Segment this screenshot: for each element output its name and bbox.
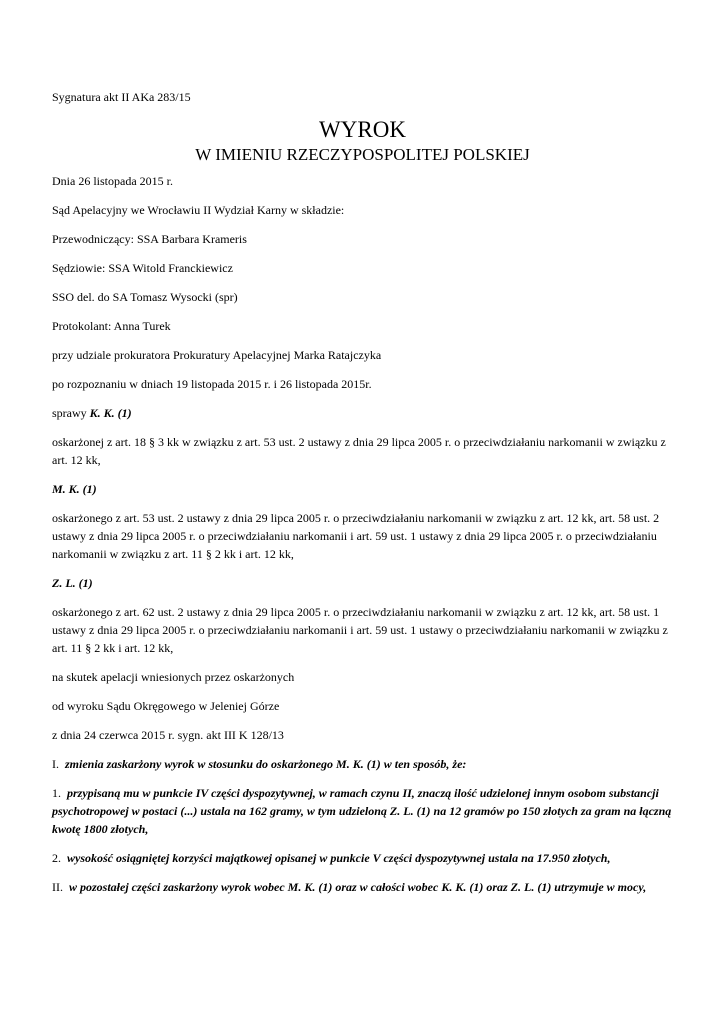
court-name: Sąd Apelacyjny we Wrocławiu II Wydział Karny w składzie: [52,203,345,217]
hearing-dates: po rozpoznaniu w dniach 19 listopada 2015 r. i 26 listopada 2015r. [52,377,372,391]
document-subtitle: W IMIENIU RZECZYPOSPOLITEJ POLSKIEJ [195,145,530,164]
subpoint-1-number: 1. [52,786,61,800]
document-title: WYROK [319,117,406,142]
defendant-2-name: M. K. (1) [52,482,97,496]
court-clerk: Protokolant: Anna Turek [52,319,171,333]
ruling-point-1 [52,755,673,773]
case-signature: Sygnatura akt II AKa 283/15 [52,90,191,104]
point-2-text: w pozostałej części zaskarżony wyrok wobec M. K. (1) oraz w całości wobec K. K. (1) oraz Z. L. (1) utrzymuje w mocy, [69,880,647,894]
prosecutor: przy udziale prokuratora Prokuratury Apelacyjnej Marka Ratajczyka [52,348,382,362]
defendant-3-name: Z. L. (1) [52,576,93,590]
point-2-number: II. [52,880,63,894]
appeal-note: na skutek apelacji wniesionych przez oskarżonych [52,670,295,684]
point-1-text: zmienia zaskarżony wyrok w stosunku do oskarżonego M. K. (1) w ten sposób, że: [65,757,467,771]
point-1-number: I. [52,757,59,771]
defendant-3-charge: oskarżonego z art. 62 ust. 2 ustawy z dnia 29 lipca 2005 r. o przeciwdziałaniu narkomanii w związku z art. 12 kk, art. 58 ust. 1 ustawy z dnia 29 lipca 2005 r. o przeciwdziałaniu narkomanii i art. 59 ust. 1 ustawy o przeciwdziałaniu narkomanii w związku z art. 11 § 2 kk i art. 12 kk, [52,605,668,655]
defendant-1-charge: oskarżonej z art. 18 § 3 kk w związku z art. 53 ust. 2 ustawy z dnia 29 lipca 2005 r. o przeciwdziałaniu narkomanii w związku z art. 12 kk, [52,435,666,467]
case-prefix: sprawy [52,406,90,420]
judges: Sędziowie: SSA Witold Franckiewicz [52,261,233,275]
appealed-judgment-date: z dnia 24 czerwca 2015 r. sygn. akt III K 128/13 [52,728,284,742]
case-defendant-1 [52,404,673,422]
appealed-judgment: od wyroku Sądu Okręgowego w Jeleniej Górze [52,699,280,713]
ruling-subpoint-1 [52,784,673,838]
defendant-1-name: K. K. (1) [89,406,132,420]
judgment-date: Dnia 26 listopada 2015 r. [52,174,173,188]
ruling-point-2 [52,878,673,896]
delegated-judge: SSO del. do SA Tomasz Wysocki (spr) [52,290,238,304]
defendant-2-charge: oskarżonego z art. 53 ust. 2 ustawy z dnia 29 lipca 2005 r. o przeciwdziałaniu narkomanii w związku z art. 12 kk, art. 58 ust. 2 ustawy z dnia 29 lipca 2005 r. o przeciwdziałaniu narkomanii i art. 59 ust. 1 ustawy z dnia 29 lipca 2005 r. o przeciwdziałaniu narkomanii w związku z art. 11 § 2 kk i art. 12 kk, [52,511,660,561]
ruling-subpoint-2 [52,849,673,867]
presiding-judge: Przewodniczący: SSA Barbara Krameris [52,232,247,246]
subpoint-1-text: przypisaną mu w punkcie IV części dyspozytywnej, w ramach czynu II, znaczą ilość udzielonej innym osobom substancji psychotropowej w postaci (...) ustala na 162 gramy, w tym udzieloną Z. L. (1) na 12 gramów po 150 złotych za gram na łączną kwotę 1800 złotych, [52,786,672,836]
subpoint-2-text: wysokość osiągniętej korzyści majątkowej opisanej w punkcie V części dyspozytywnej ustala na 17.950 złotych, [67,851,611,865]
subpoint-2-number: 2. [52,851,61,865]
